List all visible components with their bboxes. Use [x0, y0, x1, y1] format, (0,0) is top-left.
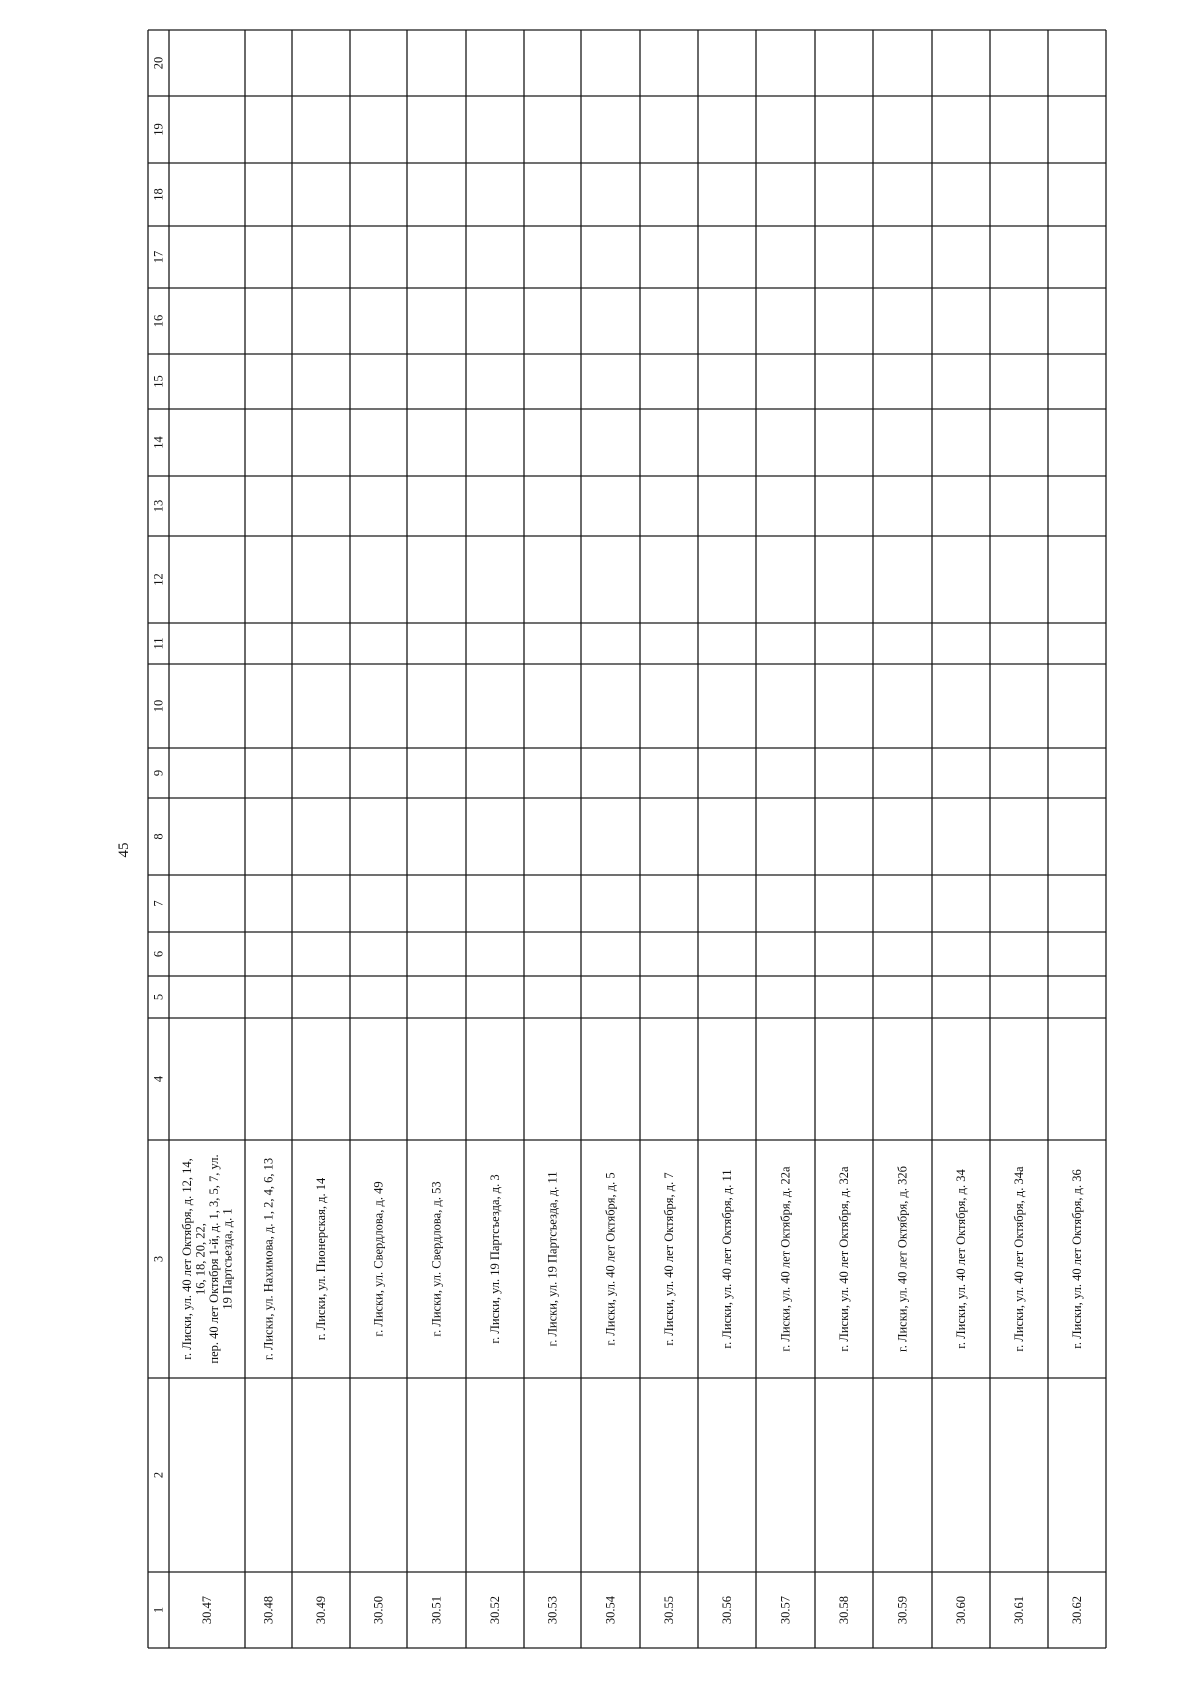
row-number: 30.53 [545, 1595, 560, 1625]
row-address [1012, 1166, 1026, 1352]
row-number: 30.60 [954, 1595, 968, 1625]
column-header: 1 [151, 1606, 166, 1614]
column-header: 19 [151, 123, 166, 136]
row-number: 30.51 [429, 1595, 444, 1625]
address-line: г. Лиски, ул. 19 Партсъезда, д. 3 [488, 1174, 502, 1344]
address-line: пер. 40 лет Октября 1-й, д. 1, 3, 5, 7, ул. [206, 1154, 221, 1364]
row-address [314, 1177, 328, 1340]
row-address [837, 1166, 851, 1352]
address-line: г. Лиски, ул. Нахимова, д. 1, 2, 4, 6, 13 [261, 1157, 276, 1361]
address-line: г. Лиски, ул. 40 лет Октября, д. 32б [895, 1166, 910, 1352]
address-line: г. Лиски, ул. Свердлова, д. 53 [429, 1181, 444, 1337]
row-address [262, 1158, 276, 1360]
row-number: 30.54 [603, 1595, 618, 1625]
column-header: 8 [151, 833, 166, 840]
row-address [372, 1181, 386, 1336]
address-line: г. Лиски, ул. 40 лет Октября, д. 36 [1070, 1169, 1084, 1349]
address-line: г. Лиски, ул. 40 лет Октября, д. 34 [954, 1169, 968, 1349]
row-address [430, 1181, 444, 1336]
row-number: 30.49 [314, 1595, 328, 1625]
row-number: 30.56 [720, 1595, 734, 1625]
row-address [180, 1154, 235, 1363]
row-address [720, 1169, 734, 1348]
address-line: г. Лиски, ул. 40 лет Октября, д. 11 [720, 1169, 734, 1349]
column-header: 16 [151, 314, 166, 328]
row-number: 30.55 [662, 1595, 676, 1625]
column-header: 14 [151, 436, 166, 449]
row-address [662, 1172, 676, 1345]
row-number: 30.59 [895, 1595, 910, 1625]
row-number: 30.48 [261, 1595, 276, 1625]
column-header: 4 [151, 1075, 166, 1083]
column-header: 5 [151, 993, 166, 1001]
column-header: 9 [151, 769, 166, 777]
column-header: 11 [151, 637, 166, 650]
address-line: г. Лиски, ул. Свердлова, д. 49 [371, 1181, 386, 1337]
column-header: 3 [151, 1255, 166, 1263]
row-address [779, 1166, 793, 1352]
row-address [546, 1171, 560, 1346]
row-number: 30.62 [1070, 1595, 1084, 1625]
address-line: 19 Партсъезда, д. 1 [220, 1208, 235, 1310]
address-line: г. Лиски, ул. 40 лет Октября, д. 22а [778, 1166, 793, 1352]
row-address [954, 1168, 968, 1348]
column-header: 12 [151, 573, 166, 586]
address-line: г. Лиски, ул. 40 лет Октября, д. 7 [662, 1172, 676, 1346]
column-header: 13 [151, 499, 166, 513]
column-header: 20 [151, 56, 166, 70]
address-line: г. Лиски, ул. 40 лет Октября, д. 32а [837, 1166, 851, 1352]
column-header: 17 [151, 250, 166, 264]
column-header: 2 [151, 1471, 166, 1479]
address-line: г. Лиски, ул. 40 лет Октября, д. 34а [1012, 1166, 1026, 1352]
address-line: 16, 18, 20, 22, [193, 1223, 208, 1295]
row-address [1070, 1169, 1084, 1349]
address-line: г. Лиски, ул. 19 Партсъезда, д. 11 [545, 1171, 560, 1347]
column-header: 6 [151, 950, 166, 958]
row-number: 30.47 [200, 1595, 214, 1625]
row-number: 30.57 [778, 1595, 793, 1625]
address-line: г. Лиски, ул. Пионерская, д. 14 [314, 1177, 328, 1341]
page-number: 45 [116, 842, 132, 858]
row-number: 30.52 [488, 1595, 502, 1625]
column-header: 10 [151, 699, 166, 713]
row-number: 30.50 [371, 1595, 386, 1625]
row-address [488, 1174, 502, 1343]
column-header: 7 [151, 900, 166, 907]
row-address [896, 1166, 910, 1352]
row-number: 30.61 [1012, 1595, 1026, 1625]
address-line: г. Лиски, ул. 40 лет Октября, д. 12, 14, [179, 1158, 194, 1360]
row-number: 30.58 [837, 1595, 851, 1625]
column-header: 18 [151, 188, 166, 201]
address-line: г. Лиски, ул. 40 лет Октября, д. 5 [603, 1172, 618, 1346]
column-header: 15 [151, 375, 166, 388]
row-address [604, 1172, 618, 1345]
